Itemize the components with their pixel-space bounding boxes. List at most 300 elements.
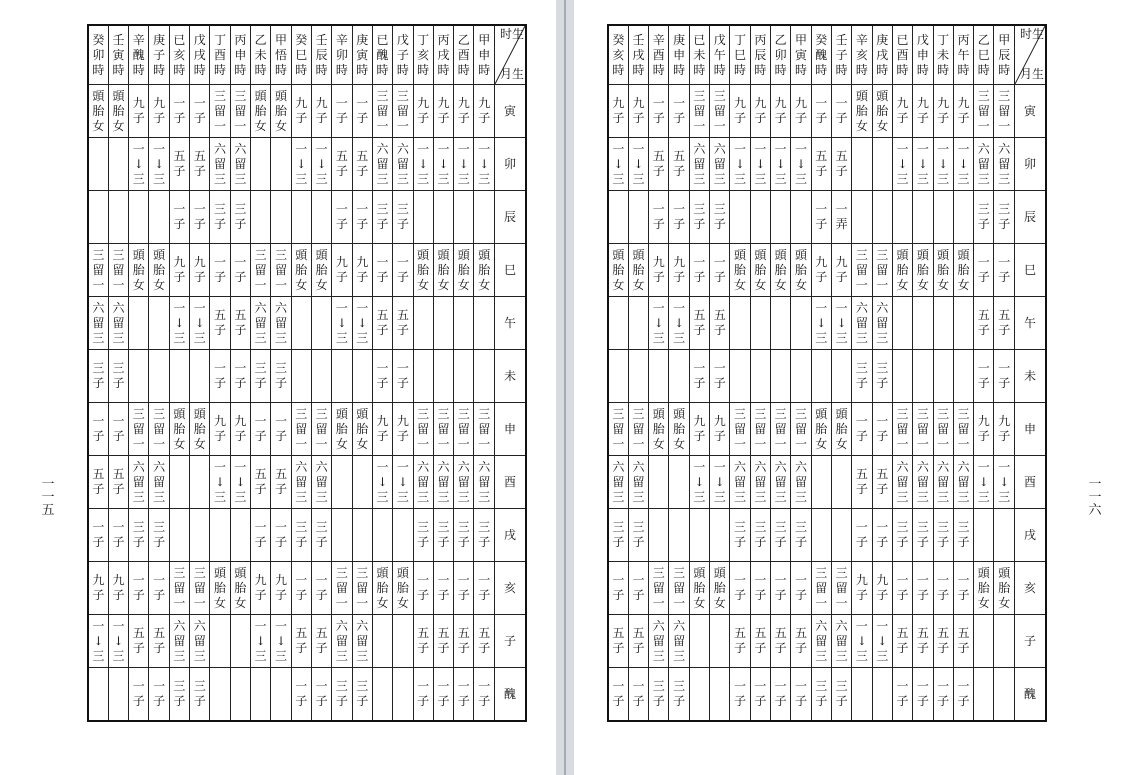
table-cell <box>628 85 648 138</box>
cell-char: 胎 <box>632 262 645 277</box>
table-cell <box>271 668 291 722</box>
cell-char: 子 <box>612 694 625 708</box>
cell-char: 子 <box>998 429 1011 443</box>
table-cell <box>454 668 474 722</box>
cell-char: 三 <box>998 171 1011 186</box>
table-cell <box>872 562 892 615</box>
cell-char: 酉 <box>214 47 227 62</box>
cell-char: 胎 <box>794 262 807 277</box>
cell-char: 三 <box>295 489 308 504</box>
cell-char: 一 <box>234 255 247 269</box>
cell-char: 一 <box>356 595 369 610</box>
cell-char: 頭 <box>132 247 145 262</box>
cell-char: 留 <box>193 633 206 648</box>
table-cell <box>454 403 474 456</box>
cell-char: 女 <box>335 436 348 451</box>
cell-char: 九 <box>112 573 125 587</box>
cell-char: 子 <box>815 111 828 125</box>
cell-char: 三 <box>234 88 247 103</box>
table-row <box>608 244 1046 297</box>
cell-char: 一 <box>173 595 186 610</box>
cell-char: 子 <box>835 270 848 284</box>
table-cell <box>750 191 770 244</box>
table-cell <box>210 297 230 350</box>
cell-char: 九 <box>957 96 970 110</box>
table-cell <box>291 562 311 615</box>
cell-char: 三 <box>957 171 970 186</box>
cell-char: 三 <box>478 520 491 534</box>
cell-char: 子 <box>652 164 665 178</box>
cell-char: 丙 <box>437 32 450 47</box>
table-cell <box>311 562 331 615</box>
table-cell <box>251 509 271 562</box>
cell-char: 子 <box>295 535 308 549</box>
table-cell <box>413 403 433 456</box>
table-cell <box>433 297 453 350</box>
table-cell <box>933 615 953 668</box>
hour-header <box>953 25 973 85</box>
cell-char: 子 <box>478 111 491 125</box>
cell-char: 留 <box>153 421 166 436</box>
cell-char: 子 <box>774 111 787 125</box>
table-cell <box>628 244 648 297</box>
hour-header <box>393 25 413 85</box>
cell-char: 一 <box>376 118 389 133</box>
table-row <box>88 668 526 722</box>
cell-char: 子 <box>396 217 409 231</box>
table-cell <box>251 403 271 456</box>
cell-char: 頭 <box>335 406 348 421</box>
table-cell <box>454 138 474 191</box>
cell-char: 一 <box>713 361 726 375</box>
cell-char: 三 <box>957 489 970 504</box>
cell-char: 三 <box>417 406 430 421</box>
table-cell <box>433 615 453 668</box>
cell-char: 頭 <box>734 247 747 262</box>
cell-char: 一 <box>734 573 747 587</box>
cell-char: ↓ <box>917 156 928 171</box>
cell-char: ↓ <box>694 474 705 489</box>
cell-char: 三 <box>713 202 726 216</box>
cell-char: 一 <box>214 459 227 474</box>
cell-char: 子 <box>673 164 686 178</box>
cell-char: 子 <box>356 164 369 178</box>
table-cell <box>190 85 210 138</box>
table-cell <box>791 456 811 509</box>
cell-char: 一 <box>652 96 665 110</box>
table-cell <box>953 85 973 138</box>
table-cell <box>190 562 210 615</box>
cell-char: 時 <box>437 62 450 77</box>
table-cell <box>771 85 791 138</box>
cell-char: 九 <box>774 96 787 110</box>
cell-char: 一 <box>437 573 450 587</box>
cell-char: 子 <box>274 429 287 443</box>
cell-char: 一 <box>396 459 409 474</box>
table-cell <box>190 191 210 244</box>
hour-header <box>892 25 912 85</box>
cell-char: 子 <box>132 111 145 125</box>
cell-char: 九 <box>457 96 470 110</box>
cell-char: 巳 <box>734 47 747 62</box>
cell-char: 一 <box>957 141 970 156</box>
cell-char: 三 <box>774 520 787 534</box>
table-cell <box>669 562 689 615</box>
cell-char: 子 <box>815 270 828 284</box>
cell-char: 留 <box>713 103 726 118</box>
cell-char: 一 <box>835 300 848 315</box>
table-cell <box>791 244 811 297</box>
table-cell <box>88 138 108 191</box>
month-label: 醜 <box>1015 668 1047 722</box>
cell-char: 胎 <box>896 262 909 277</box>
cell-char: 九 <box>295 96 308 110</box>
table-cell <box>129 85 149 138</box>
table-cell <box>291 138 311 191</box>
cell-char: 頭 <box>794 247 807 262</box>
table-cell <box>710 244 730 297</box>
cell-char: ↓ <box>897 156 908 171</box>
table-cell <box>771 456 791 509</box>
cell-char: 三 <box>977 489 990 504</box>
cell-char: 申 <box>478 47 491 62</box>
cell-char: 留 <box>457 421 470 436</box>
table-cell <box>230 456 250 509</box>
cell-char: 一 <box>112 277 125 292</box>
table-cell <box>210 456 230 509</box>
table-cell <box>352 244 372 297</box>
table-cell <box>710 85 730 138</box>
cell-char: 子 <box>153 111 166 125</box>
table-cell <box>149 562 169 615</box>
cell-char: 時 <box>234 62 247 77</box>
table-cell <box>872 191 892 244</box>
cell-char: 三 <box>417 171 430 186</box>
table-cell <box>271 509 291 562</box>
cell-char: 三 <box>356 648 369 663</box>
cell-char: 午 <box>713 47 726 62</box>
cell-char: 女 <box>417 277 430 292</box>
table-cell <box>190 138 210 191</box>
table-cell <box>88 456 108 509</box>
table-cell <box>649 138 669 191</box>
table-cell <box>892 191 912 244</box>
table-cell <box>913 244 933 297</box>
cell-char: 頭 <box>774 247 787 262</box>
cell-char: ↓ <box>775 156 786 171</box>
cell-char: 亥 <box>855 47 868 62</box>
cell-char: 三 <box>896 406 909 421</box>
cell-char: 子 <box>896 694 909 708</box>
cell-char: 一 <box>396 361 409 375</box>
cell-char: 時 <box>774 62 787 77</box>
cell-char: 子 <box>998 270 1011 284</box>
cell-char: 三 <box>693 88 706 103</box>
table-cell <box>332 244 352 297</box>
cell-char: 女 <box>478 277 491 292</box>
cell-char: 三 <box>214 171 227 186</box>
cell-char: 女 <box>376 595 389 610</box>
cell-char: 女 <box>612 277 625 292</box>
cell-char: 已 <box>376 32 389 47</box>
cell-char: 辛 <box>335 32 348 47</box>
cell-char: 一 <box>612 436 625 451</box>
cell-char: 九 <box>937 96 950 110</box>
table-cell <box>649 85 669 138</box>
cell-char: 三 <box>295 406 308 421</box>
cell-char: 五 <box>295 626 308 640</box>
cell-char: 女 <box>295 277 308 292</box>
cell-char: 留 <box>673 633 686 648</box>
table-cell <box>791 562 811 615</box>
cell-char: 留 <box>315 474 328 489</box>
cell-char: 五 <box>693 308 706 322</box>
table-cell <box>831 615 851 668</box>
table-cell <box>974 509 994 562</box>
table-cell <box>852 85 872 138</box>
cell-char: 三 <box>673 565 686 580</box>
cell-char: 女 <box>92 118 105 133</box>
table-cell <box>669 297 689 350</box>
cell-char: ↓ <box>255 633 266 648</box>
cell-char: 五 <box>896 626 909 640</box>
cell-char: 九 <box>356 255 369 269</box>
corner-top-label: 时生 <box>1019 27 1044 41</box>
table-cell <box>710 138 730 191</box>
table-cell <box>852 350 872 403</box>
cell-char: 留 <box>335 580 348 595</box>
cell-char: 一 <box>295 679 308 693</box>
table-cell <box>413 456 433 509</box>
cell-char: 三 <box>815 565 828 580</box>
hour-header <box>628 25 648 85</box>
month-label: 未 <box>495 350 527 403</box>
cell-char: 一 <box>734 679 747 693</box>
cell-char: 一 <box>998 459 1011 474</box>
table-cell <box>892 509 912 562</box>
cell-char: ↓ <box>938 156 949 171</box>
cell-char: 留 <box>437 474 450 489</box>
cell-char: 九 <box>193 255 206 269</box>
cell-char: 一 <box>652 300 665 315</box>
cell-char: 戊 <box>396 32 409 47</box>
cell-char: 子 <box>754 111 767 125</box>
cell-char: 三 <box>673 679 686 693</box>
cell-char: 一 <box>916 679 929 693</box>
cell-char: 三 <box>612 520 625 534</box>
cell-char: 子 <box>835 111 848 125</box>
cell-char: 三 <box>356 330 369 345</box>
gutter-divider <box>564 0 566 775</box>
table-cell <box>994 456 1015 509</box>
cell-char: 子 <box>315 588 328 602</box>
cell-char: 子 <box>855 588 868 602</box>
cell-char: 子 <box>457 588 470 602</box>
cell-char: 留 <box>734 421 747 436</box>
cell-char: 留 <box>335 633 348 648</box>
cell-char: 子 <box>734 641 747 655</box>
table-cell <box>689 244 709 297</box>
cell-char: 留 <box>855 315 868 330</box>
table-cell <box>892 138 912 191</box>
table-cell <box>628 615 648 668</box>
cell-char: 三 <box>998 489 1011 504</box>
cell-char: 胎 <box>876 103 889 118</box>
cell-char: 一 <box>132 141 145 156</box>
cell-char: ↓ <box>154 156 165 171</box>
month-label: 申 <box>495 403 527 456</box>
cell-char: 子 <box>693 217 706 231</box>
cell-char: 時 <box>794 62 807 77</box>
table-cell <box>669 403 689 456</box>
cell-char: 三 <box>734 171 747 186</box>
table-cell <box>251 562 271 615</box>
cell-char: 女 <box>396 595 409 610</box>
hour-header <box>332 25 352 85</box>
table-cell <box>251 138 271 191</box>
table-cell <box>210 562 230 615</box>
cell-char: 留 <box>794 421 807 436</box>
cell-char: 九 <box>652 255 665 269</box>
cell-char: 頭 <box>92 88 105 103</box>
cell-char: 六 <box>457 459 470 474</box>
table-cell <box>311 668 331 722</box>
cell-char: 九 <box>132 96 145 110</box>
table-cell <box>750 244 770 297</box>
cell-char: 一 <box>876 414 889 428</box>
cell-char: 子 <box>612 641 625 655</box>
table-cell <box>669 138 689 191</box>
cell-char: 三 <box>693 202 706 216</box>
cell-char: 頭 <box>214 565 227 580</box>
table-cell <box>291 244 311 297</box>
table-cell <box>210 509 230 562</box>
month-label: 酉 <box>495 456 527 509</box>
cell-char: ↓ <box>999 474 1010 489</box>
cell-char: 女 <box>734 277 747 292</box>
table-row <box>608 403 1046 456</box>
cell-char: 辛 <box>652 32 665 47</box>
cell-char: 子 <box>193 111 206 125</box>
table-cell <box>913 615 933 668</box>
cell-char: 子 <box>457 535 470 549</box>
cell-char: 三 <box>977 171 990 186</box>
cell-char: 六 <box>335 618 348 633</box>
cell-char: 一 <box>835 595 848 610</box>
cell-char: 女 <box>957 277 970 292</box>
table-cell <box>291 297 311 350</box>
table-cell <box>108 562 128 615</box>
cell-char: 九 <box>315 96 328 110</box>
cell-char: 子 <box>478 535 491 549</box>
cell-char: 子 <box>754 641 767 655</box>
cell-char: 子 <box>112 535 125 549</box>
cell-char: 三 <box>396 202 409 216</box>
table-cell <box>953 509 973 562</box>
cell-char: 丁 <box>734 32 747 47</box>
cell-char: 時 <box>734 62 747 77</box>
table-cell <box>649 297 669 350</box>
table-cell <box>149 85 169 138</box>
table-cell <box>811 138 831 191</box>
cell-char: 子 <box>457 694 470 708</box>
cell-char: 三 <box>112 330 125 345</box>
table-cell <box>454 297 474 350</box>
table-cell <box>352 297 372 350</box>
table-cell <box>413 85 433 138</box>
table-cell <box>129 668 149 722</box>
table-cell <box>190 350 210 403</box>
cell-char: 五 <box>356 149 369 163</box>
cell-char: 子 <box>153 694 166 708</box>
cell-char: 一 <box>457 573 470 587</box>
cell-char: 乙 <box>774 32 787 47</box>
cell-char: 時 <box>92 62 105 77</box>
cell-char: 一 <box>193 202 206 216</box>
table-cell <box>190 403 210 456</box>
cell-char: 卯 <box>335 47 348 62</box>
cell-char: 九 <box>417 96 430 110</box>
cell-char: 一 <box>774 679 787 693</box>
hour-header <box>413 25 433 85</box>
cell-char: 壬 <box>632 32 645 47</box>
cell-char: 子 <box>673 217 686 231</box>
table-cell <box>710 509 730 562</box>
cell-char: 子 <box>132 588 145 602</box>
hour-header <box>352 25 372 85</box>
cell-char: 三 <box>876 361 889 375</box>
cell-char: 子 <box>92 535 105 549</box>
cell-char: 留 <box>396 156 409 171</box>
table-cell <box>892 350 912 403</box>
table-cell <box>393 138 413 191</box>
cell-char: 九 <box>234 414 247 428</box>
cell-char: 時 <box>693 62 706 77</box>
table-cell <box>628 297 648 350</box>
month-label: 寅 <box>495 85 527 138</box>
table-cell <box>88 615 108 668</box>
table-cell <box>649 350 669 403</box>
cell-char: 女 <box>835 436 848 451</box>
cell-char: ↓ <box>357 315 368 330</box>
cell-char: 子 <box>998 376 1011 390</box>
cell-char: 胎 <box>734 262 747 277</box>
table-cell <box>913 456 933 509</box>
hour-header <box>311 25 331 85</box>
cell-char: 庚 <box>673 32 686 47</box>
cell-char: 女 <box>457 277 470 292</box>
cell-char: 三 <box>754 171 767 186</box>
cell-char: 一 <box>417 436 430 451</box>
table-cell <box>129 191 149 244</box>
table-cell <box>892 562 912 615</box>
cell-char: 九 <box>173 255 186 269</box>
table-cell <box>108 297 128 350</box>
cell-char: 一 <box>132 573 145 587</box>
month-label: 巳 <box>1015 244 1047 297</box>
table-cell <box>332 456 352 509</box>
cell-char: 一 <box>855 277 868 292</box>
table-cell <box>129 615 149 668</box>
cell-char: 九 <box>815 255 828 269</box>
cell-char: 六 <box>632 459 645 474</box>
cell-char: 子 <box>437 535 450 549</box>
cell-char: 子 <box>652 270 665 284</box>
month-label: 卯 <box>1015 138 1047 191</box>
table-cell <box>129 562 149 615</box>
table-cell <box>750 403 770 456</box>
table-cell <box>149 297 169 350</box>
